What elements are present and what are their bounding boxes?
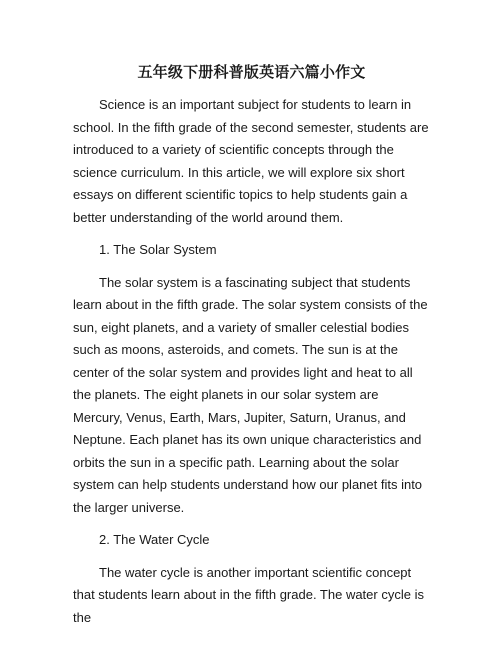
intro-paragraph: Science is an important subject for students to learn in school. In the fifth grade of the second semester, students are introduced to a variety of scientific concepts through the science curriculum. In this article, we will explore six short essays on different scientific topics to help students gain a better understanding of the world around them. — [73, 97, 429, 225]
document-title: 五年级下册科普版英语六篇小作文 — [137, 63, 366, 81]
section-body-water-cycle: The water cycle is another important scientific concept that students learn about in the fifth grade. The water cycle is the — [73, 564, 424, 625]
section-body-solar-system: The solar system is a fascinating subject that students learn about in the fifth grade. The solar system consists of the sun, eight planets, and a variety of smaller celestial bodies such as moons, asteroids, and comets. The sun is at the center of the solar system and provides light and heat to all the planets. The eight planets in our solar system are Mercury, Venus, Earth, Mars, Jupiter, Saturn, Uranus, and Neptune. Each planet has its own unique characteristics and orbits the sun in a specific path. Learning about the solar system can help students understand how our planet fits into the larger universe. — [73, 274, 428, 515]
section-heading-solar-system: 1. The Solar System — [99, 242, 217, 257]
section-heading-water-cycle: 2. The Water Cycle — [99, 532, 210, 547]
